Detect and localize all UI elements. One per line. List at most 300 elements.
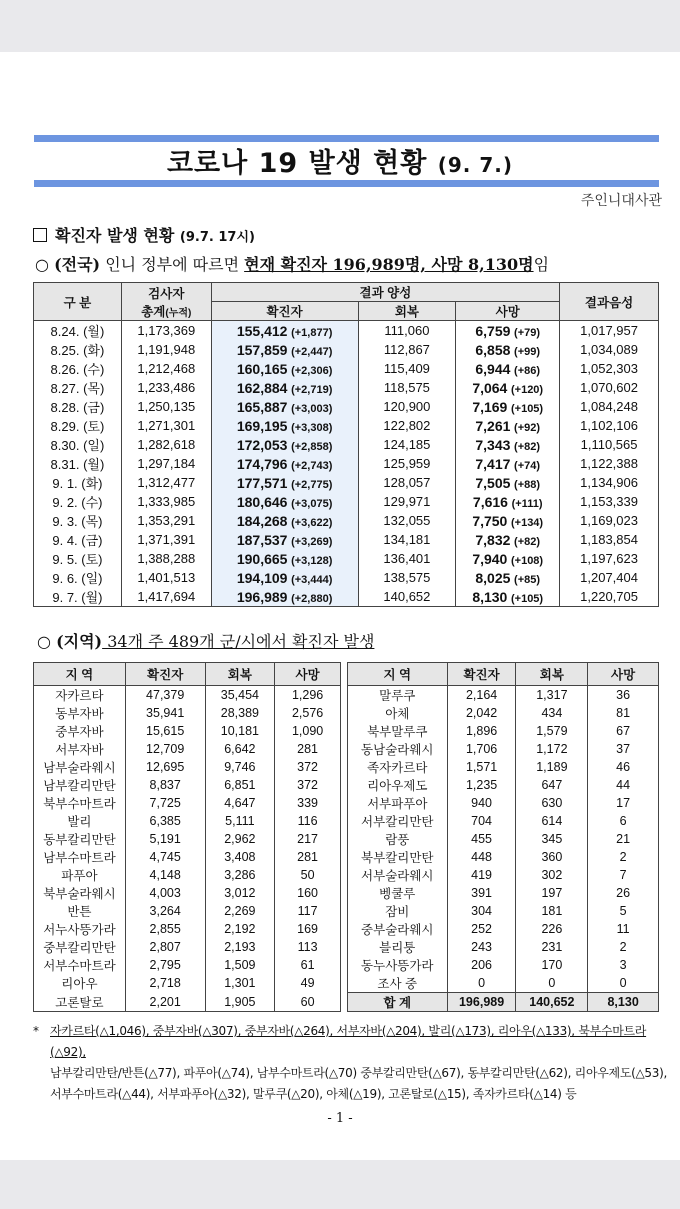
region-death: 44 (588, 776, 659, 794)
region-confirmed: 5,191 (125, 830, 205, 848)
region-confirmed: 1,706 (447, 740, 516, 758)
region-name: 아체 (347, 704, 447, 722)
row-negative: 1,183,854 (560, 530, 659, 549)
header-recovered-left: 회복 (205, 663, 275, 686)
region-name: 북부술라웨시 (34, 884, 126, 902)
row-death (456, 511, 560, 530)
region-confirmed: 2,807 (125, 938, 205, 956)
column-gap (340, 848, 347, 866)
row-recovered: 125,959 (358, 454, 456, 473)
header-negative: 결과음성 (560, 283, 659, 321)
death-total: 7,261 (475, 417, 511, 434)
confirmed-increase: (+3,308) (291, 421, 333, 434)
row-negative: 1,102,106 (560, 416, 659, 435)
region-death: 5 (588, 902, 659, 920)
region-death: 281 (275, 848, 341, 866)
region-death: 2 (588, 938, 659, 956)
region-confirmed: 8,837 (125, 776, 205, 794)
confirmed-increase: (+3,128) (291, 554, 333, 567)
table-row (34, 830, 659, 848)
table-row (34, 866, 659, 884)
region-death: 281 (275, 740, 341, 758)
region-recovered: 3,286 (205, 866, 275, 884)
death-increase: (+120) (510, 383, 544, 396)
confirmed-increase: (+2,719) (291, 383, 333, 396)
total-death: 8,130 (588, 993, 659, 1012)
table-row (34, 722, 659, 740)
region-confirmed: 3,264 (125, 902, 205, 920)
confirmed-increase: (+2,858) (291, 440, 333, 453)
region-death: 6 (588, 812, 659, 830)
row-date: 9. 4. (금) (34, 530, 122, 549)
row-negative: 1,220,705 (560, 587, 659, 607)
death-total: 8,025 (475, 569, 511, 586)
region-recovered: 302 (516, 866, 588, 884)
row-confirmed (211, 587, 358, 607)
death-increase: (+85) (514, 573, 541, 586)
region-death: 1,090 (275, 722, 341, 740)
region-confirmed: 15,615 (125, 722, 205, 740)
column-gap (340, 758, 347, 776)
confirmed-total: 194,109 (236, 569, 288, 586)
region-confirmed: 940 (447, 794, 516, 812)
row-tests: 1,371,391 (121, 530, 211, 549)
region-recovered: 1,509 (205, 956, 275, 974)
row-recovered: 129,971 (358, 492, 456, 511)
death-total: 6,858 (475, 341, 511, 358)
region-death: 217 (275, 830, 341, 848)
region-death: 36 (588, 686, 659, 705)
row-confirmed (211, 568, 358, 587)
title-bottom-band (34, 180, 659, 187)
circle-bullet: ○ (35, 255, 49, 274)
confirmed-increase: (+2,306) (291, 364, 333, 377)
confirmed-increase: (+3,003) (291, 402, 333, 415)
death-increase: (+108) (510, 554, 544, 567)
section-confirmed-heading (33, 223, 255, 246)
region-name: 서부자바 (34, 740, 126, 758)
row-date: 9. 5. (토) (34, 549, 122, 568)
region-recovered: 5,111 (205, 812, 275, 830)
row-confirmed (211, 492, 358, 511)
region-death: 1,296 (275, 686, 341, 705)
row-tests: 1,191,948 (121, 340, 211, 359)
column-gap (340, 974, 347, 993)
region-recovered: 1,172 (516, 740, 588, 758)
row-recovered: 120,900 (358, 397, 456, 416)
region-recovered: 6,851 (205, 776, 275, 794)
region-death: 60 (275, 993, 341, 1012)
region-name: 남부칼리만탄 (34, 776, 126, 794)
region-death: 37 (588, 740, 659, 758)
region-recovered: 2,962 (205, 830, 275, 848)
row-date: 8.26. (수) (34, 359, 122, 378)
total-confirmed: 196,989 (447, 993, 516, 1012)
row-tests: 1,282,618 (121, 435, 211, 454)
death-increase: (+82) (514, 535, 541, 548)
footnote-line-3: 서부수마트라(△44), 서부파푸아(△32), 말루쿠(△20), 아체(△19), 고론탈로(△15), 족자카르타(△14) 등 (50, 1087, 577, 1101)
region-name: 서부수마트라 (34, 956, 126, 974)
table-row (34, 812, 659, 830)
header-tests (121, 283, 211, 321)
row-date: 9. 6. (일) (34, 568, 122, 587)
row-recovered: 136,401 (358, 549, 456, 568)
death-total: 7,169 (472, 398, 508, 415)
region-recovered: 4,647 (205, 794, 275, 812)
table-row (34, 568, 659, 587)
region-death: 26 (588, 884, 659, 902)
row-recovered: 124,185 (358, 435, 456, 454)
region-confirmed: 206 (447, 956, 516, 974)
column-gap (340, 740, 347, 758)
column-gap (340, 794, 347, 812)
row-death (456, 549, 560, 568)
table-row (34, 549, 659, 568)
confirmed-total: 162,884 (236, 379, 288, 396)
header-region-right: 지 역 (347, 663, 447, 686)
region-name: 서부파푸아 (347, 794, 447, 812)
table-row (34, 704, 659, 722)
region-name: 남부술라웨시 (34, 758, 126, 776)
region-confirmed: 419 (447, 866, 516, 884)
confirmed-increase: (+3,622) (291, 516, 333, 529)
row-tests: 1,312,477 (121, 473, 211, 492)
column-gap (340, 686, 347, 705)
region-confirmed: 4,003 (125, 884, 205, 902)
header-region-left: 지 역 (34, 663, 126, 686)
column-gap (340, 884, 347, 902)
title-main: 코로나 19 발생 현황 (166, 148, 428, 179)
row-date: 9. 2. (수) (34, 492, 122, 511)
row-date: 9. 1. (화) (34, 473, 122, 492)
table-row (34, 492, 659, 511)
row-tests: 1,353,291 (121, 511, 211, 530)
table-row (34, 454, 659, 473)
header-tests-line1: 검사자 (148, 286, 185, 301)
table-row (34, 758, 659, 776)
column-gap (340, 776, 347, 794)
confirmed-total: 180,646 (236, 493, 288, 510)
table-row (34, 956, 659, 974)
region-death: 372 (275, 758, 341, 776)
column-gap (340, 920, 347, 938)
page-number: - 1 - (327, 1111, 353, 1126)
embassy-label: 주인니대사관 (580, 193, 662, 209)
column-gap (340, 830, 347, 848)
row-negative: 1,153,339 (560, 492, 659, 511)
region-name: 서부칼리만탄 (347, 812, 447, 830)
total-recovered: 140,652 (516, 993, 588, 1012)
table-row (34, 848, 659, 866)
confirmed-increase: (+3,075) (291, 497, 333, 510)
region-recovered: 3,408 (205, 848, 275, 866)
row-negative: 1,052,303 (560, 359, 659, 378)
row-death (456, 416, 560, 435)
region-death: 117 (275, 902, 341, 920)
region-confirmed: 47,379 (125, 686, 205, 705)
confirmed-increase: (+2,743) (291, 459, 333, 472)
region-name: 남부수마트라 (34, 848, 126, 866)
row-confirmed (211, 321, 358, 341)
table-row (34, 511, 659, 530)
region-recovered: 2,193 (205, 938, 275, 956)
table-row (34, 340, 659, 359)
confirmed-total: 174,796 (236, 455, 288, 472)
row-tests: 1,388,288 (121, 549, 211, 568)
row-death (456, 530, 560, 549)
confirmed-increase: (+2,447) (291, 345, 333, 358)
row-confirmed (211, 473, 358, 492)
table-row (34, 397, 659, 416)
table-row (34, 974, 659, 993)
region-name: 서부술라웨시 (347, 866, 447, 884)
region-death: 46 (588, 758, 659, 776)
region-recovered: 614 (516, 812, 588, 830)
column-gap (340, 956, 347, 974)
region-name: 조사 중 (347, 974, 447, 993)
header-category: 구 분 (34, 283, 122, 321)
death-increase: (+79) (514, 326, 541, 339)
footnote (33, 1021, 673, 1105)
region-death: 160 (275, 884, 341, 902)
death-total: 7,940 (472, 550, 508, 567)
region-name: 중부술라웨시 (347, 920, 447, 938)
national-highlight: 현재 확진자 196,989명, 사망 8,130명 (244, 255, 534, 274)
region-name: 리아우제도 (347, 776, 447, 794)
region-confirmed: 7,725 (125, 794, 205, 812)
death-increase: (+88) (514, 478, 541, 491)
region-confirmed: 2,855 (125, 920, 205, 938)
row-recovered: 128,057 (358, 473, 456, 492)
region-confirmed: 304 (447, 902, 516, 920)
row-death (456, 435, 560, 454)
row-recovered: 134,181 (358, 530, 456, 549)
national-label: (전국) (54, 255, 101, 274)
total-label: 합 계 (347, 993, 447, 1012)
table-row (34, 435, 659, 454)
table-row (34, 587, 659, 607)
table-row (34, 359, 659, 378)
national-text-1: 인니 정부에 따르면 (100, 255, 245, 274)
header-confirmed: 확진자 (211, 302, 358, 321)
region-recovered: 345 (516, 830, 588, 848)
row-recovered: 132,055 (358, 511, 456, 530)
footnote-line-2: 남부칼리만탄/반튼(△77), 파푸아(△74), 남부수마트라(△70) 중부칼리만탄(△67), 동부칼리만탄(△62), 리아우제도(△53), (50, 1066, 667, 1080)
region-recovered: 6,642 (205, 740, 275, 758)
region-recovered: 1,317 (516, 686, 588, 705)
row-confirmed (211, 359, 358, 378)
region-confirmed: 1,235 (447, 776, 516, 794)
region-confirmed: 1,571 (447, 758, 516, 776)
national-summary (35, 252, 549, 275)
confirmed-total: 190,665 (236, 550, 288, 567)
confirmed-total: 165,887 (236, 398, 288, 415)
row-death (456, 492, 560, 511)
region-name: 동부자바 (34, 704, 126, 722)
region-death: 49 (275, 974, 341, 993)
row-negative: 1,169,023 (560, 511, 659, 530)
row-recovered: 112,867 (358, 340, 456, 359)
region-confirmed: 0 (447, 974, 516, 993)
row-death (456, 340, 560, 359)
region-confirmed: 1,896 (447, 722, 516, 740)
row-date: 9. 3. (목) (34, 511, 122, 530)
region-recovered: 1,905 (205, 993, 275, 1012)
table-row (34, 902, 659, 920)
region-recovered: 2,192 (205, 920, 275, 938)
region-recovered: 1,301 (205, 974, 275, 993)
column-gap (340, 704, 347, 722)
row-date: 8.24. (월) (34, 321, 122, 341)
confirmed-increase: (+1,877) (291, 326, 333, 339)
table-row (34, 920, 659, 938)
row-tests: 1,250,135 (121, 397, 211, 416)
region-confirmed: 2,164 (447, 686, 516, 705)
column-gap (340, 902, 347, 920)
header-recovered: 회복 (358, 302, 456, 321)
region-confirmed: 4,745 (125, 848, 205, 866)
header-death: 사망 (456, 302, 560, 321)
region-recovered: 226 (516, 920, 588, 938)
region-recovered: 1,579 (516, 722, 588, 740)
header-result-positive: 결과 양성 (211, 283, 559, 302)
row-confirmed (211, 549, 358, 568)
row-death (456, 568, 560, 587)
row-recovered: 118,575 (358, 378, 456, 397)
death-total: 7,505 (475, 474, 511, 491)
row-death (456, 397, 560, 416)
row-confirmed (211, 340, 358, 359)
region-confirmed: 455 (447, 830, 516, 848)
region-death: 7 (588, 866, 659, 884)
confirmed-total: 157,859 (236, 341, 288, 358)
region-recovered: 170 (516, 956, 588, 974)
region-confirmed: 448 (447, 848, 516, 866)
region-confirmed: 35,941 (125, 704, 205, 722)
region-confirmed: 2,718 (125, 974, 205, 993)
region-recovered: 647 (516, 776, 588, 794)
regional-text: 34개 주 489개 군/시에서 확진자 발생 (102, 632, 375, 651)
region-name: 북부말루쿠 (347, 722, 447, 740)
row-tests: 1,173,369 (121, 321, 211, 341)
region-recovered: 360 (516, 848, 588, 866)
confirmed-increase: (+2,880) (291, 592, 333, 605)
region-death: 50 (275, 866, 341, 884)
row-death (456, 473, 560, 492)
death-increase: (+86) (514, 364, 541, 377)
region-death: 113 (275, 938, 341, 956)
title-date: (9. 7.) (437, 153, 514, 177)
region-confirmed: 391 (447, 884, 516, 902)
row-tests: 1,233,486 (121, 378, 211, 397)
death-total: 8,130 (472, 588, 508, 605)
region-name: 반튼 (34, 902, 126, 920)
row-date: 8.29. (토) (34, 416, 122, 435)
section1-date: (9.7. 17시) (179, 230, 255, 245)
region-name: 동누사뜽가라 (347, 956, 447, 974)
column-gap (340, 722, 347, 740)
region-recovered: 9,746 (205, 758, 275, 776)
region-name: 동부칼리만탄 (34, 830, 126, 848)
region-death: 81 (588, 704, 659, 722)
row-date: 8.28. (금) (34, 397, 122, 416)
row-negative: 1,134,906 (560, 473, 659, 492)
table-row (34, 321, 659, 341)
death-total: 7,343 (475, 436, 511, 453)
row-confirmed (211, 435, 358, 454)
region-name: 리아우 (34, 974, 126, 993)
region-recovered: 630 (516, 794, 588, 812)
row-negative: 1,034,089 (560, 340, 659, 359)
region-name: 중부자바 (34, 722, 126, 740)
region-name: 말루쿠 (347, 686, 447, 705)
death-increase: (+105) (510, 592, 544, 605)
row-tests: 1,212,468 (121, 359, 211, 378)
region-name: 자카르타 (34, 686, 126, 705)
death-total: 7,616 (472, 493, 508, 510)
region-recovered: 231 (516, 938, 588, 956)
footnote-line-1: 자카르타(△1,046), 중부자바(△307), 중부자바(△264), 서부자바(△204), 발리(△173), 리아우(△133), 북부수마트라(△92), (50, 1024, 647, 1059)
region-death: 21 (588, 830, 659, 848)
row-confirmed (211, 416, 358, 435)
row-recovered: 140,652 (358, 587, 456, 607)
row-death (456, 587, 560, 607)
table-row (34, 686, 659, 705)
regional-label: (지역) (56, 632, 103, 651)
row-negative: 1,197,623 (560, 549, 659, 568)
death-total: 6,759 (475, 322, 511, 339)
row-negative: 1,084,248 (560, 397, 659, 416)
region-confirmed: 4,148 (125, 866, 205, 884)
confirmed-increase: (+2,775) (291, 478, 333, 491)
confirmed-total: 196,989 (236, 588, 288, 605)
column-gap (340, 866, 347, 884)
row-negative: 1,070,602 (560, 378, 659, 397)
region-death: 2,576 (275, 704, 341, 722)
region-recovered: 434 (516, 704, 588, 722)
region-recovered: 0 (516, 974, 588, 993)
row-death (456, 378, 560, 397)
region-recovered: 28,389 (205, 704, 275, 722)
header-recovered-right: 회복 (516, 663, 588, 686)
header-death-right: 사망 (588, 663, 659, 686)
region-confirmed: 2,201 (125, 993, 205, 1012)
region-death: 2 (588, 848, 659, 866)
region-recovered: 197 (516, 884, 588, 902)
death-total: 7,064 (472, 379, 508, 396)
death-increase: (+82) (514, 440, 541, 453)
header-tests-note: (누적) (165, 307, 192, 319)
confirmed-total: 177,571 (236, 474, 288, 491)
confirmed-total: 160,165 (236, 360, 288, 377)
row-tests: 1,401,513 (121, 568, 211, 587)
row-date: 8.27. (목) (34, 378, 122, 397)
regional-table (33, 662, 659, 1012)
page-title (0, 141, 680, 180)
death-total: 6,944 (475, 360, 511, 377)
region-death: 372 (275, 776, 341, 794)
death-total: 7,750 (472, 512, 508, 529)
regional-summary (37, 629, 374, 652)
table-row (34, 993, 659, 1012)
region-name: 람풍 (347, 830, 447, 848)
region-death: 3 (588, 956, 659, 974)
region-name: 중부칼리만탄 (34, 938, 126, 956)
row-confirmed (211, 378, 358, 397)
region-recovered: 35,454 (205, 686, 275, 705)
row-recovered: 111,060 (358, 321, 456, 341)
row-tests: 1,297,184 (121, 454, 211, 473)
